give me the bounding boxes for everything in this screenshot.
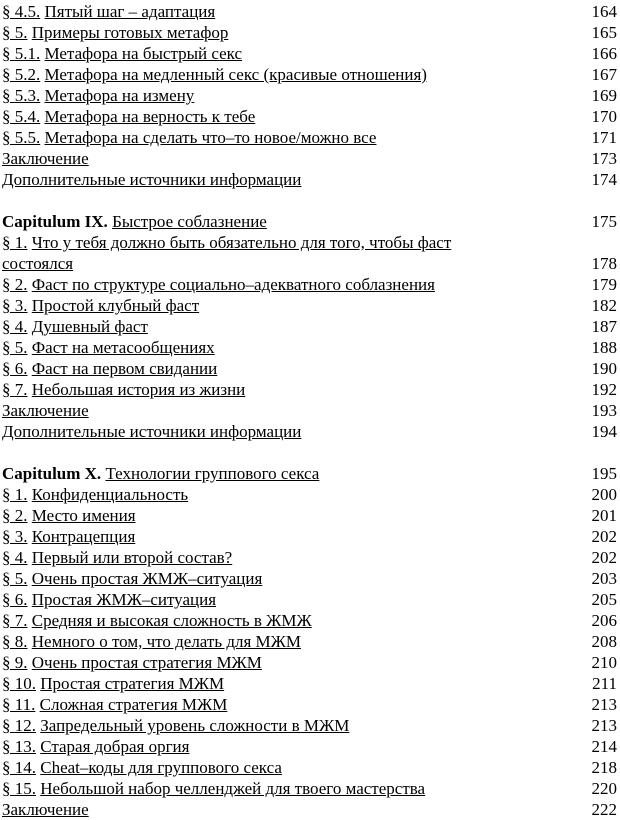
entry-page-number: 206 (591, 611, 617, 630)
toc-entry (2, 799, 617, 820)
toc-entry-link[interactable] (2, 610, 312, 631)
entry-title: Дополнительные источники информации (2, 170, 302, 189)
toc-entry (2, 64, 617, 85)
entry-page-number: 167 (591, 65, 617, 84)
entry-title: Место имения (31, 506, 136, 525)
entry-page-number: 192 (591, 380, 617, 399)
entry-page-number: 202 (591, 548, 617, 567)
toc-entry-link[interactable] (2, 379, 245, 400)
toc-entry-link[interactable] (2, 127, 376, 148)
toc-entry (2, 652, 617, 673)
entry-prefix: § 14. (2, 758, 36, 777)
toc-entry-link[interactable] (2, 1, 215, 22)
toc-entry (2, 610, 617, 631)
entry-title: Фаст на метасообщениях (31, 338, 215, 357)
toc-entry (2, 547, 617, 568)
entry-prefix: § 5. (2, 23, 28, 42)
entry-prefix: § 1. (2, 233, 28, 252)
toc-entry (2, 1, 617, 22)
entry-prefix: Capitulum IX. (2, 212, 108, 231)
entry-title: Метафора на верность к тебе (44, 107, 256, 126)
entry-prefix: § 8. (2, 632, 28, 651)
entry-page-number: 202 (591, 527, 617, 546)
toc-entry (2, 85, 617, 106)
entry-prefix: § 10. (2, 674, 36, 693)
entry-prefix: § 7. (2, 380, 28, 399)
toc-entry (2, 484, 617, 505)
entry-title: Cheat–коды для группового секса (40, 758, 282, 777)
toc-entry (2, 421, 617, 442)
toc-entry-link[interactable] (2, 358, 217, 379)
toc-entry-link[interactable] (2, 316, 148, 337)
entry-prefix: § 3. (2, 296, 28, 315)
entry-page-number: 208 (591, 632, 617, 651)
toc-entry-link[interactable] (2, 232, 522, 274)
toc-entry (2, 631, 617, 652)
entry-page-number: 213 (591, 716, 617, 735)
toc-entry-link[interactable] (2, 85, 194, 106)
entry-title: Заключение (2, 800, 89, 819)
entry-page-number: 169 (591, 86, 617, 105)
entry-prefix: § 4.5. (2, 2, 41, 21)
entry-page-number: 179 (591, 275, 617, 294)
toc-entry-link[interactable] (2, 274, 435, 295)
toc-entry (2, 358, 617, 379)
entry-title: Метафора на измену (44, 86, 195, 105)
entry-title: Старая добрая оргия (40, 737, 190, 756)
entry-page-number: 187 (591, 317, 617, 336)
entry-title: Простой клубный фаст (31, 296, 200, 315)
entry-title: Запредельный уровень сложности в МЖМ (40, 716, 350, 735)
toc-entry (2, 127, 617, 148)
toc-entry-link[interactable] (2, 400, 89, 421)
toc-entry-link[interactable] (2, 568, 262, 589)
entry-title: Примеры готовых метафор (31, 23, 229, 42)
entry-page-number: 222 (591, 800, 617, 819)
entry-prefix: § 11. (2, 695, 36, 714)
toc-entry-link[interactable] (2, 295, 199, 316)
entry-title: Дополнительные источники информации (2, 422, 302, 441)
entry-prefix: § 13. (2, 737, 36, 756)
entry-title: Первый или второй состав? (31, 548, 233, 567)
toc-entry (2, 673, 617, 694)
entry-page-number: 205 (591, 590, 617, 609)
toc-entry-link[interactable] (2, 505, 136, 526)
entry-page-number: 194 (591, 422, 617, 441)
entry-title: Простая ЖМЖ–ситуация (31, 590, 217, 609)
entry-prefix: § 9. (2, 653, 28, 672)
toc-entry (2, 400, 617, 421)
toc-entry (2, 694, 617, 715)
entry-page-number: 200 (591, 485, 617, 504)
entry-page-number: 214 (591, 737, 617, 756)
toc-entry (2, 337, 617, 358)
toc-entry-link[interactable] (2, 631, 301, 652)
entry-prefix: § 1. (2, 485, 28, 504)
toc-list (2, 1, 617, 820)
entry-title: Фаст на первом свидании (31, 359, 218, 378)
entry-title: Сложная стратегия МЖМ (39, 695, 228, 714)
entry-title: Конфиденциальность (31, 485, 189, 504)
entry-page-number: 182 (591, 296, 617, 315)
entry-prefix: § 4. (2, 317, 28, 336)
toc-entry-link[interactable] (2, 799, 89, 820)
entry-title: Пятый шаг – адаптация (44, 2, 216, 21)
entry-prefix: § 3. (2, 527, 28, 546)
entry-page-number: 203 (591, 569, 617, 588)
toc-entry (2, 715, 617, 736)
entry-page-number: 171 (591, 128, 617, 147)
entry-title: Технологии группового секса (105, 464, 320, 483)
entry-title: Метафора на медленный секс (красивые отношения) (44, 65, 427, 84)
toc-entry-link[interactable] (2, 589, 216, 610)
toc-entry-link[interactable] (2, 484, 188, 505)
entry-title: Душевный фаст (31, 317, 148, 336)
entry-title: Что у тебя должно быть обязательно для того, чтобы фаст состоялся (2, 233, 452, 273)
entry-title: Метафора на сделать что–то новое/можно все (44, 128, 377, 147)
toc-entry (2, 274, 617, 295)
entry-prefix: Capitulum X. (2, 464, 102, 483)
toc-entry-link[interactable] (2, 547, 232, 568)
toc-entry-link[interactable] (2, 211, 267, 232)
toc-entry (2, 526, 617, 547)
entry-page-number: 201 (591, 506, 617, 525)
entry-page-number: 218 (591, 758, 617, 777)
toc-entry-link[interactable] (2, 169, 301, 190)
toc-entry (2, 232, 617, 274)
entry-prefix: § 5.5. (2, 128, 41, 147)
toc-entry-link[interactable] (2, 421, 301, 442)
toc-entry (2, 379, 617, 400)
entry-page-number: 188 (591, 338, 617, 357)
entry-page-number: 220 (591, 779, 617, 798)
toc-entry (2, 589, 617, 610)
entry-prefix: § 6. (2, 590, 28, 609)
entry-title: Метафора на быстрый секс (44, 44, 243, 63)
entry-prefix: § 5.2. (2, 65, 41, 84)
entry-prefix: § 5. (2, 569, 28, 588)
toc-entry-link[interactable] (2, 148, 89, 169)
entry-page-number: 173 (591, 149, 617, 168)
toc-entry-link[interactable] (2, 526, 135, 547)
entry-prefix: § 6. (2, 359, 28, 378)
toc-entry (2, 148, 617, 169)
toc-entry-link[interactable] (2, 652, 262, 673)
entry-title: Небольшой набор челленджей для твоего мастерства (40, 779, 426, 798)
entry-title: Очень простая стратегия МЖМ (31, 653, 262, 672)
toc-entry-link[interactable] (2, 22, 228, 43)
entry-prefix: § 2. (2, 506, 28, 525)
toc-entry (2, 43, 617, 64)
toc-entry-link[interactable] (2, 43, 242, 64)
entry-prefix: § 12. (2, 716, 36, 735)
toc-entry-link[interactable] (2, 337, 215, 358)
toc-entry (2, 568, 617, 589)
toc-entry-link[interactable] (2, 106, 255, 127)
entry-page-number: 174 (591, 170, 617, 189)
toc-entry (2, 211, 617, 232)
entry-page-number: 170 (591, 107, 617, 126)
toc-entry (2, 106, 617, 127)
entry-title: Очень простая ЖМЖ–ситуация (31, 569, 263, 588)
entry-title: Простая стратегия МЖМ (40, 674, 225, 693)
entry-title: Быстрое соблазнение (112, 212, 267, 231)
toc-entry-link[interactable] (2, 757, 282, 778)
toc-entry-link[interactable] (2, 673, 224, 694)
toc-entry (2, 736, 617, 757)
entry-page-number: 178 (591, 254, 617, 273)
entry-page-number: 190 (591, 359, 617, 378)
entry-prefix: § 5.1. (2, 44, 41, 63)
entry-title: Немного о том, что делать для МЖМ (31, 632, 302, 651)
toc-entry (2, 22, 617, 43)
toc-entry-link[interactable] (2, 736, 189, 757)
toc-entry-link[interactable] (2, 715, 349, 736)
toc-entry-link[interactable] (2, 694, 227, 715)
toc-entry (2, 463, 617, 484)
entry-prefix: § 7. (2, 611, 28, 630)
entry-title: Средняя и высокая сложность в ЖМЖ (31, 611, 312, 630)
entry-title: Небольшая история из жизни (31, 380, 246, 399)
toc-entry-link[interactable] (2, 64, 427, 85)
entry-page-number: 193 (591, 401, 617, 420)
toc-entry-link[interactable] (2, 778, 425, 799)
entry-prefix: § 5. (2, 338, 28, 357)
entry-page-number: 210 (591, 653, 617, 672)
entry-title: Заключение (2, 401, 89, 420)
toc-entry (2, 295, 617, 316)
entry-page-number: 213 (591, 695, 617, 714)
toc-entry (2, 505, 617, 526)
entry-page-number: 166 (591, 44, 617, 63)
entry-title: Контрацепция (31, 527, 136, 546)
entry-title: Фаст по структуре социально–адекватного соблазнения (31, 275, 435, 294)
toc-entry (2, 316, 617, 337)
entry-title: Заключение (2, 149, 89, 168)
toc-entry (2, 778, 617, 799)
entry-page-number: 175 (591, 212, 617, 231)
entry-page-number: 195 (591, 464, 617, 483)
entry-page-number: 164 (591, 2, 617, 21)
entry-prefix: § 15. (2, 779, 36, 798)
toc-entry (2, 757, 617, 778)
toc-entry-link[interactable] (2, 463, 319, 484)
toc-entry (2, 169, 617, 190)
entry-page-number: 211 (592, 674, 617, 693)
entry-page-number: 165 (591, 23, 617, 42)
entry-prefix: § 5.4. (2, 107, 41, 126)
entry-prefix: § 2. (2, 275, 28, 294)
entry-prefix: § 4. (2, 548, 28, 567)
entry-prefix: § 5.3. (2, 86, 41, 105)
